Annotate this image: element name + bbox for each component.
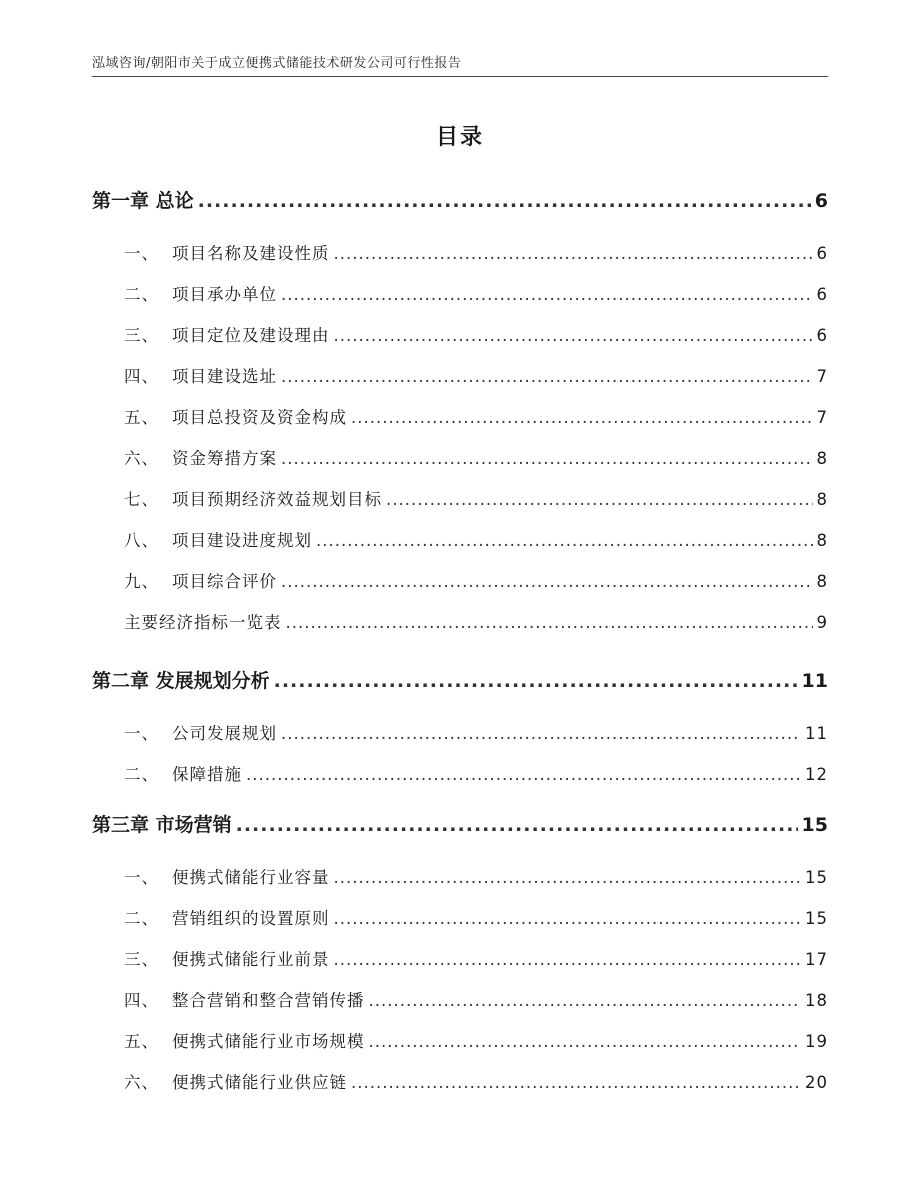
toc-section-label	[92, 761, 244, 785]
toc-section-label	[92, 281, 279, 305]
toc-leader-dots	[334, 950, 802, 969]
toc-leader-dots	[369, 1032, 802, 1051]
toc-section[interactable]	[92, 527, 828, 551]
toc-chapter-label: 第二章 发展规划分析	[92, 670, 270, 692]
toc-section-number: 五、	[124, 408, 159, 427]
toc-chapter-label: 第一章 总论	[92, 190, 194, 212]
toc-section-number: 二、	[124, 909, 159, 928]
toc-section-number: 六、	[124, 449, 159, 468]
toc-section-number: 二、	[124, 285, 159, 304]
toc-section-label	[92, 527, 314, 551]
toc-leader-dots	[369, 991, 802, 1010]
toc-page-number: 17	[805, 950, 828, 969]
toc-section[interactable]	[92, 720, 828, 744]
toc-section-title: 公司发展规划	[172, 724, 277, 743]
toc-section-title: 项目综合评价	[172, 572, 277, 591]
toc-section-number: 九、	[124, 572, 159, 591]
toc-section-number: 三、	[124, 326, 159, 345]
toc-leader-dots	[281, 367, 813, 386]
toc-leader-dots	[281, 449, 813, 468]
toc-section[interactable]	[92, 404, 828, 428]
toc-page-number: 15	[805, 868, 828, 887]
toc-section-title: 保障措施	[172, 765, 242, 784]
toc-section-title: 整合营销和整合营销传播	[172, 991, 365, 1010]
toc-leader-dots	[351, 408, 813, 427]
toc-section[interactable]	[92, 322, 828, 346]
toc-section-label	[92, 322, 332, 346]
toc-section-number: 二、	[124, 765, 159, 784]
toc-page-number: 7	[816, 367, 828, 386]
toc-section-title: 营销组织的设置原则	[172, 909, 330, 928]
toc-section-label	[92, 864, 332, 888]
toc-section-title: 项目承办单位	[172, 285, 277, 304]
toc-section[interactable]	[92, 445, 828, 469]
toc-section-title: 资金筹措方案	[172, 449, 277, 468]
toc-section-label	[92, 445, 279, 469]
toc-page-number: 6	[816, 285, 828, 304]
toc-page-number: 11	[805, 724, 828, 743]
toc-leader-dots	[351, 1073, 801, 1092]
toc-section-number: 四、	[124, 991, 159, 1010]
toc-section-label	[92, 363, 279, 387]
toc-section-number: 四、	[124, 367, 159, 386]
toc-section-label	[92, 1069, 349, 1093]
toc-page-number: 11	[801, 670, 828, 692]
toc-section-label	[92, 486, 384, 510]
toc-page-number: 15	[805, 909, 828, 928]
toc-page-number: 20	[805, 1073, 828, 1092]
toc-leader-dots	[281, 572, 813, 591]
toc-section-title: 项目定位及建设理由	[172, 326, 330, 345]
toc-section-title: 项目建设进度规划	[172, 531, 312, 550]
toc-section[interactable]	[92, 946, 828, 970]
toc-table-label: 主要经济指标一览表	[124, 613, 282, 632]
toc-page-number: 8	[816, 572, 828, 591]
toc-section-title: 便携式储能行业前景	[172, 950, 330, 969]
toc-page-number: 12	[805, 765, 828, 784]
toc-section-number: 三、	[124, 950, 159, 969]
toc-leader-dots	[386, 490, 813, 509]
toc-leader-dots	[246, 765, 801, 784]
running-header: 泓域咨询/朝阳市关于成立便携式储能技术研发公司可行性报告	[92, 56, 462, 71]
toc-leader-dots	[281, 285, 813, 304]
toc-section-label	[92, 1028, 367, 1052]
toc-section[interactable]	[92, 987, 828, 1011]
toc-section-title: 项目总投资及资金构成	[172, 408, 347, 427]
toc-leader-dots	[286, 613, 813, 632]
toc-section[interactable]	[92, 905, 828, 929]
toc-page-number: 8	[816, 449, 828, 468]
toc-section[interactable]	[92, 363, 828, 387]
toc-section-number: 八、	[124, 531, 159, 550]
toc-section-number: 一、	[124, 868, 159, 887]
toc-section[interactable]	[92, 281, 828, 305]
toc-section-title: 便携式储能行业市场规模	[172, 1032, 365, 1051]
toc-section-number: 五、	[124, 1032, 159, 1051]
toc-section-label	[92, 987, 367, 1011]
toc-page-number: 6	[814, 190, 828, 212]
toc-section[interactable]	[92, 240, 828, 264]
toc-leader-dots	[334, 244, 813, 263]
toc-leader-dots	[281, 724, 801, 743]
toc-section-title: 项目预期经济效益规划目标	[172, 490, 382, 509]
toc-page-number: 15	[801, 814, 828, 836]
toc-section-title: 便携式储能行业供应链	[172, 1073, 347, 1092]
toc-section-number: 六、	[124, 1073, 159, 1092]
toc-section[interactable]	[92, 1069, 828, 1093]
toc-section-number: 七、	[124, 490, 159, 509]
toc-page-number: 6	[816, 244, 828, 263]
toc-chapter-label: 第三章 市场营销	[92, 814, 232, 836]
toc-section-title: 项目名称及建设性质	[172, 244, 330, 263]
toc-leader-dots	[316, 531, 813, 550]
toc-section-number: 一、	[124, 724, 159, 743]
toc-chapter[interactable]	[92, 810, 828, 837]
toc-leader-dots	[274, 670, 798, 692]
toc-page-number: 19	[805, 1032, 828, 1051]
toc-section-label	[92, 568, 279, 592]
toc-section-title: 项目建设选址	[172, 367, 277, 386]
toc-section-label	[92, 905, 332, 929]
header-rule	[92, 76, 828, 77]
toc-page-number: 6	[816, 326, 828, 345]
toc-page-number: 7	[816, 408, 828, 427]
toc-leader-dots	[198, 190, 811, 212]
toc-leader-dots	[334, 326, 813, 345]
toc-leader-dots	[236, 814, 798, 836]
toc-section-label	[92, 240, 332, 264]
toc-chapter[interactable]	[92, 186, 828, 213]
toc-section-number: 一、	[124, 244, 159, 263]
toc-section-label	[92, 720, 279, 744]
toc-chapter[interactable]	[92, 666, 828, 693]
toc-section[interactable]	[92, 864, 828, 888]
toc-section[interactable]	[92, 486, 828, 510]
toc-section-label	[92, 404, 349, 428]
toc-section-label	[92, 946, 332, 970]
toc-page-number: 8	[816, 531, 828, 550]
toc-leader-dots	[334, 909, 802, 928]
toc-section-title: 便携式储能行业容量	[172, 868, 330, 887]
toc-page-number: 8	[816, 490, 828, 509]
page-title: 目录	[435, 125, 484, 150]
toc-section[interactable]	[92, 1028, 828, 1052]
toc-section[interactable]	[92, 761, 828, 785]
toc-page-number: 18	[805, 991, 828, 1010]
toc-page-number: 9	[816, 613, 828, 632]
toc-section[interactable]	[92, 568, 828, 592]
toc-table-entry[interactable]	[92, 609, 828, 633]
toc-leader-dots	[334, 868, 802, 887]
